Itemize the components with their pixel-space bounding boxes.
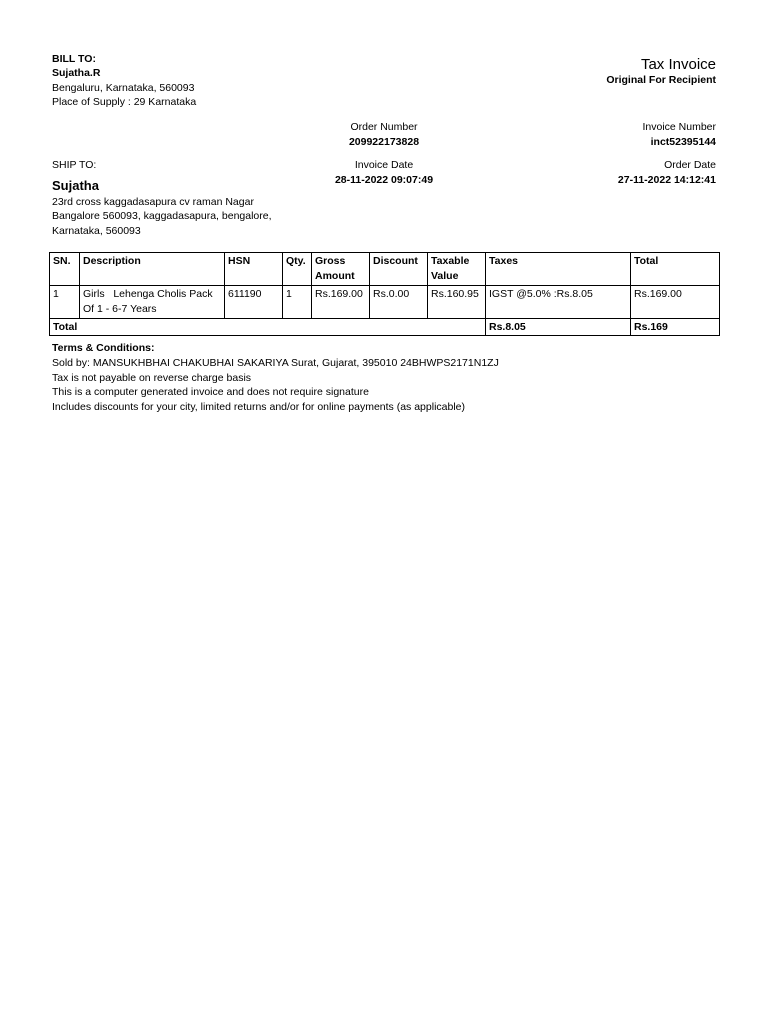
col-header-description: Description <box>80 253 225 286</box>
total-taxes: Rs.8.05 <box>486 319 631 336</box>
invoice-number: inct52395144 <box>650 136 716 148</box>
items-table <box>49 252 720 336</box>
terms-line: This is a computer generated invoice and does not require signature <box>52 386 369 398</box>
order-date-label: Order Date <box>664 159 716 171</box>
ship-to-name: Sujatha <box>52 178 99 193</box>
bill-to-name: Sujatha.R <box>52 67 101 79</box>
cell-gross-amount: Rs.169.00 <box>312 286 370 319</box>
terms-line: Tax is not payable on reverse charge basis <box>52 372 252 384</box>
invoice-subtitle: Original For Recipient <box>606 74 716 86</box>
col-header-sn: SN. <box>50 253 80 286</box>
cell-taxes: IGST @5.0% :Rs.8.05 <box>486 286 631 319</box>
ship-to-address-line: Karnataka, 560093 <box>52 225 141 237</box>
cell-total: Rs.169.00 <box>631 286 720 319</box>
ship-to-label: SHIP TO: <box>52 159 97 171</box>
order-number-label: Order Number <box>350 121 418 133</box>
table-header-row <box>50 253 720 286</box>
terms-heading: Terms & Conditions: <box>52 342 155 354</box>
total-spacer <box>225 319 486 336</box>
cell-description: Girls Lehenga Cholis Pack Of 1 - 6-7 Years <box>80 286 225 319</box>
cell-discount: Rs.0.00 <box>370 286 428 319</box>
cell-hsn: 611190 <box>225 286 283 319</box>
total-row <box>50 319 720 336</box>
invoice-title: Tax Invoice <box>640 56 716 73</box>
terms-line: Sold by: MANSUKHBHAI CHAKUBHAI SAKARIYA Surat, Gujarat, 395010 24BHWPS2171N1ZJ <box>52 357 499 369</box>
table-row <box>50 286 720 319</box>
col-header-discount: Discount <box>370 253 428 286</box>
invoice-number-label: Invoice Number <box>642 121 716 133</box>
invoice-date: 28-11-2022 09:07:49 <box>334 174 434 186</box>
terms-line: Includes discounts for your city, limited returns and/or for online payments (as applicable) <box>52 401 466 413</box>
invoice-date-label: Invoice Date <box>354 159 414 171</box>
col-header-total: Total <box>631 253 720 286</box>
order-date: 27-11-2022 14:12:41 <box>617 174 716 186</box>
total-label: Total <box>50 319 225 336</box>
bill-to-label: BILL TO: <box>52 53 96 65</box>
place-of-supply: Place of Supply : 29 Karnataka <box>52 96 197 108</box>
cell-taxable-value: Rs.160.95 <box>428 286 486 319</box>
col-header-gross-amount: Gross Amount <box>312 253 370 286</box>
col-header-taxable-value: Taxable Value <box>428 253 486 286</box>
col-header-hsn: HSN <box>225 253 283 286</box>
col-header-qty: Qty. <box>283 253 312 286</box>
col-header-taxes: Taxes <box>486 253 631 286</box>
bill-to-address: Bengaluru, Karnataka, 560093 <box>52 82 195 94</box>
order-number: 209922173828 <box>348 136 420 148</box>
ship-to-address-line: Bangalore 560093, kaggadasapura, bengalore, <box>52 210 272 222</box>
cell-qty: 1 <box>283 286 312 319</box>
ship-to-address-line: 23rd cross kaggadasapura cv raman Nagar <box>52 196 254 208</box>
total-amount: Rs.169 <box>631 319 720 336</box>
cell-sn: 1 <box>50 286 80 319</box>
